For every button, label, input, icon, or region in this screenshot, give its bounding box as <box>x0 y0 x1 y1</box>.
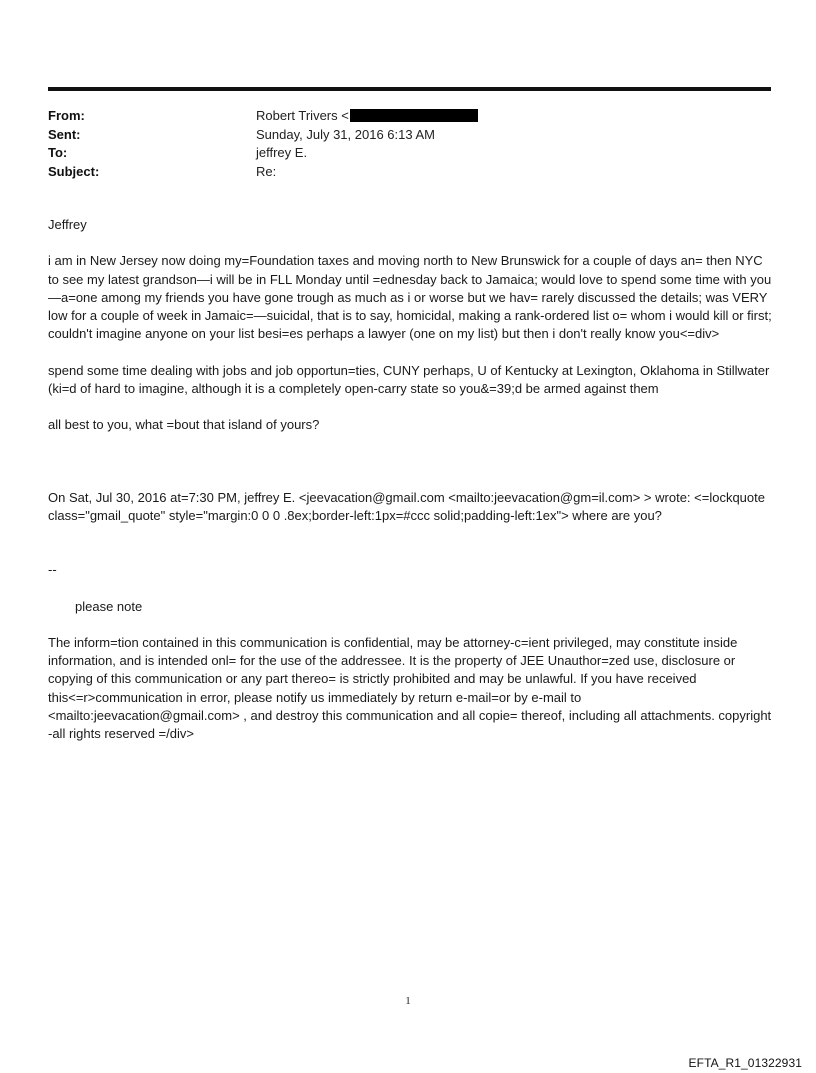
subject-row <box>48 163 768 182</box>
from-value: Robert Trivers < <box>256 108 349 123</box>
sent-row <box>48 126 768 145</box>
please-note: please note <box>75 598 143 614</box>
from-label: From: <box>48 108 85 123</box>
body-paragraph-1: i am in New Jersey now doing my=Foundation taxes and moving north to New Brunswick for a couple of days an= then NYC to see my latest grandson—i will be in FLL Monday until =ednesday back to Jamaica; would love to spend some time with you—a=one among my friends you have gone trough as much as i or worse but we hav= rarely discussed the details; was VERY low for a couple of week in Jamaic=—suicidal, that is to say, homicidal, making a rank-ordered list o= whom i would kill or first; couldn't imagine anyone on your list besi=es perhaps a lawyer (one on my list) but then i don't really know you<=div> <box>48 253 772 342</box>
to-row <box>48 144 768 163</box>
quoted-reply-header: On Sat, Jul 30, 2016 at=7:30 PM, jeffrey E. <jeevacation@gmail.com <mailto:jeevacation@gm=il.com> > wrote: <=lockquote class="gmail_quote" style="margin:0 0 0 .8ex;border-left:1px=#ccc solid;padding-left:1ex"> where are you? <box>48 489 765 523</box>
document-id: EFTA_R1_01322931 <box>688 1056 802 1070</box>
email-body <box>48 216 773 744</box>
to-value: jeffrey E. <box>256 145 308 160</box>
redaction-box <box>350 109 478 122</box>
subject-value: Re: <box>256 163 277 179</box>
to-label: To: <box>48 145 68 160</box>
sent-value: Sunday, July 31, 2016 6:13 AM <box>256 126 435 142</box>
from-row <box>48 107 768 126</box>
page-number: 1 <box>405 995 411 1007</box>
greeting: Jeffrey <box>48 217 87 232</box>
disclaimer: The inform=tion contained in this communication is confidential, may be attorney-c=ient privileged, may constitute inside information, and is intended onl= for the use of the addressee. It is the property of JEE Unauthor=zed use, disclosure or copying of this communication or any part thereo= is strictly prohibited and may be unlawful. If you have received this<=r>communication in error, please notify us immediately by return e-mail=or by e-mail to <mailto:jeevacation@gmail.com> , and destroy this communication and all copie= thereof, including all attachments. copyright -all rights reserved =/div> <box>48 634 772 742</box>
email-header <box>48 107 768 181</box>
signature-separator: -- <box>48 562 57 578</box>
header-rule <box>48 87 771 91</box>
from-field <box>256 107 768 126</box>
body-paragraph-2: spend some time dealing with jobs and job opportun=ties, CUNY perhaps, U of Kentucky at Lexington, Oklahoma in Stillwater (ki=d of hard to imagine, although it is a completely open-carry state so you&=39;d be armed against them <box>48 362 770 397</box>
sent-label: Sent: <box>48 126 81 142</box>
body-paragraph-3: all best to you, what =bout that island of yours? <box>48 417 320 433</box>
subject-label: Subject: <box>48 163 100 179</box>
